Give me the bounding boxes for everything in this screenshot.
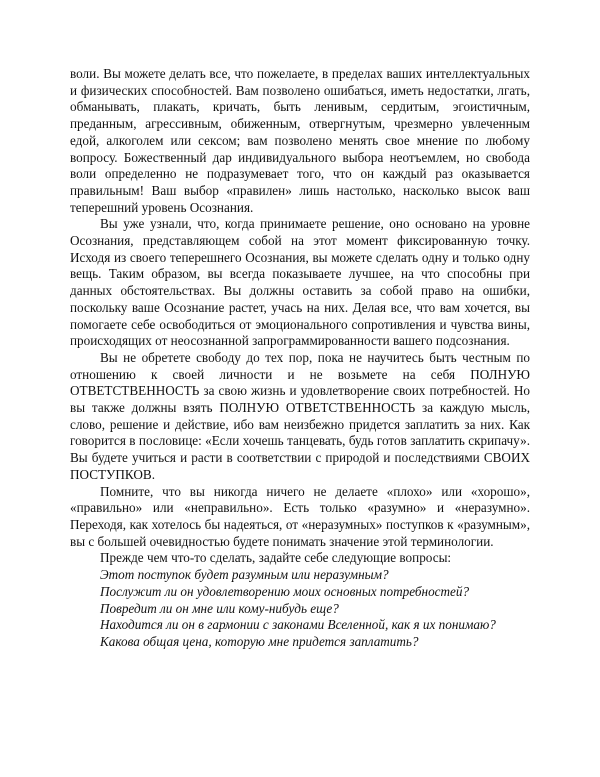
question-item: Повредит ли он мне или кому-нибудь еще? [100, 600, 339, 616]
question-item: Этот поступок будет разумным или неразумным? [100, 567, 389, 583]
paragraph-awareness: Вы уже узнали, что, когда принимаете решение, оно основано на уровне Осознания, представляющем собой на этот момент фиксированную точку. Исходя из своего теперешнего Осознания, вы можете сделать одну и только одну вещь. Таким образом, вы всегда показываете лучшее, на что способны при данных обстоятельствах. Вы должны оставить за собой право на ошибки, поскольку ваше Осознание растет, учась на них. Делая все, что вам хочется, вы помогаете себе освободиться от эмоционального сопротивления и чувства вины, происходящих от неосознанной запрограммированности вашего подсознания. [70, 216, 530, 349]
document-page [70, 66, 530, 651]
question-item: Какова общая цена, которую мне придется заплатить? [100, 633, 419, 649]
paragraph-responsibility: Вы не обретете свободу до тех пор, пока не научитесь быть честным по отношению к своей личности и не возьмете на себя ПОЛНУЮ ОТВЕТСТВЕННОСТЬ за свою жизнь и удовлетворение своих потребностей. Но вы также должны взять ПОЛНУЮ ОТВЕТСТВЕННОСТЬ за каждую мысль, слово, решение и действие, ибо вам неизбежно придется заплатить за них. Как говорится в пословице: «Если хочешь танцевать, будь готов заплатить скрипачу». Вы будете учиться и расти в соответствии с природой и последствиями СВОИХ ПОСТУПКОВ. [70, 349, 530, 482]
paragraph-reasonable: Помните, что вы никогда ничего не делаете «плохо» или «хорошо», «правильно» или «неправильно». Есть только «разумно» и «неразумно». Переходя, как хотелось бы надеяться, от «неразумных» поступков к «разумным», вы с большей очевидностью будете понимать значение этой терминологии. [70, 483, 530, 549]
questions-list [70, 567, 530, 651]
paragraph-continuation: воли. Вы можете делать все, что пожелаете, в пределах ваших интеллектуальных и физических способностей. Вам позволено ошибаться, иметь недостатки, лгать, обманывать, плакать, кричать, быть ленивым, сердитым, эгоистичным, преданным, агрессивным, обиженным, отвергнутым, чрезмерно увлеченным едой, алкоголем или сексом; вам позволено менять свое мнение по любому вопросу. Божественный дар индивидуального выбора неотъемлем, но свобода воли определенно не подразумевает того, что он каждый раз оказывается правильным! Ваш выбор «правилен» лишь настолько, насколько высок ваш теперешний уровень Осознания. [70, 66, 530, 215]
questions-intro: Прежде чем что-то сделать, задайте себе следующие вопросы: [100, 550, 452, 566]
question-item: Находится ли он в гармонии с законами Вселенной, как я их понимаю? [100, 617, 496, 633]
question-item: Послужит ли он удовлетворению моих основных потребностей? [100, 583, 470, 599]
